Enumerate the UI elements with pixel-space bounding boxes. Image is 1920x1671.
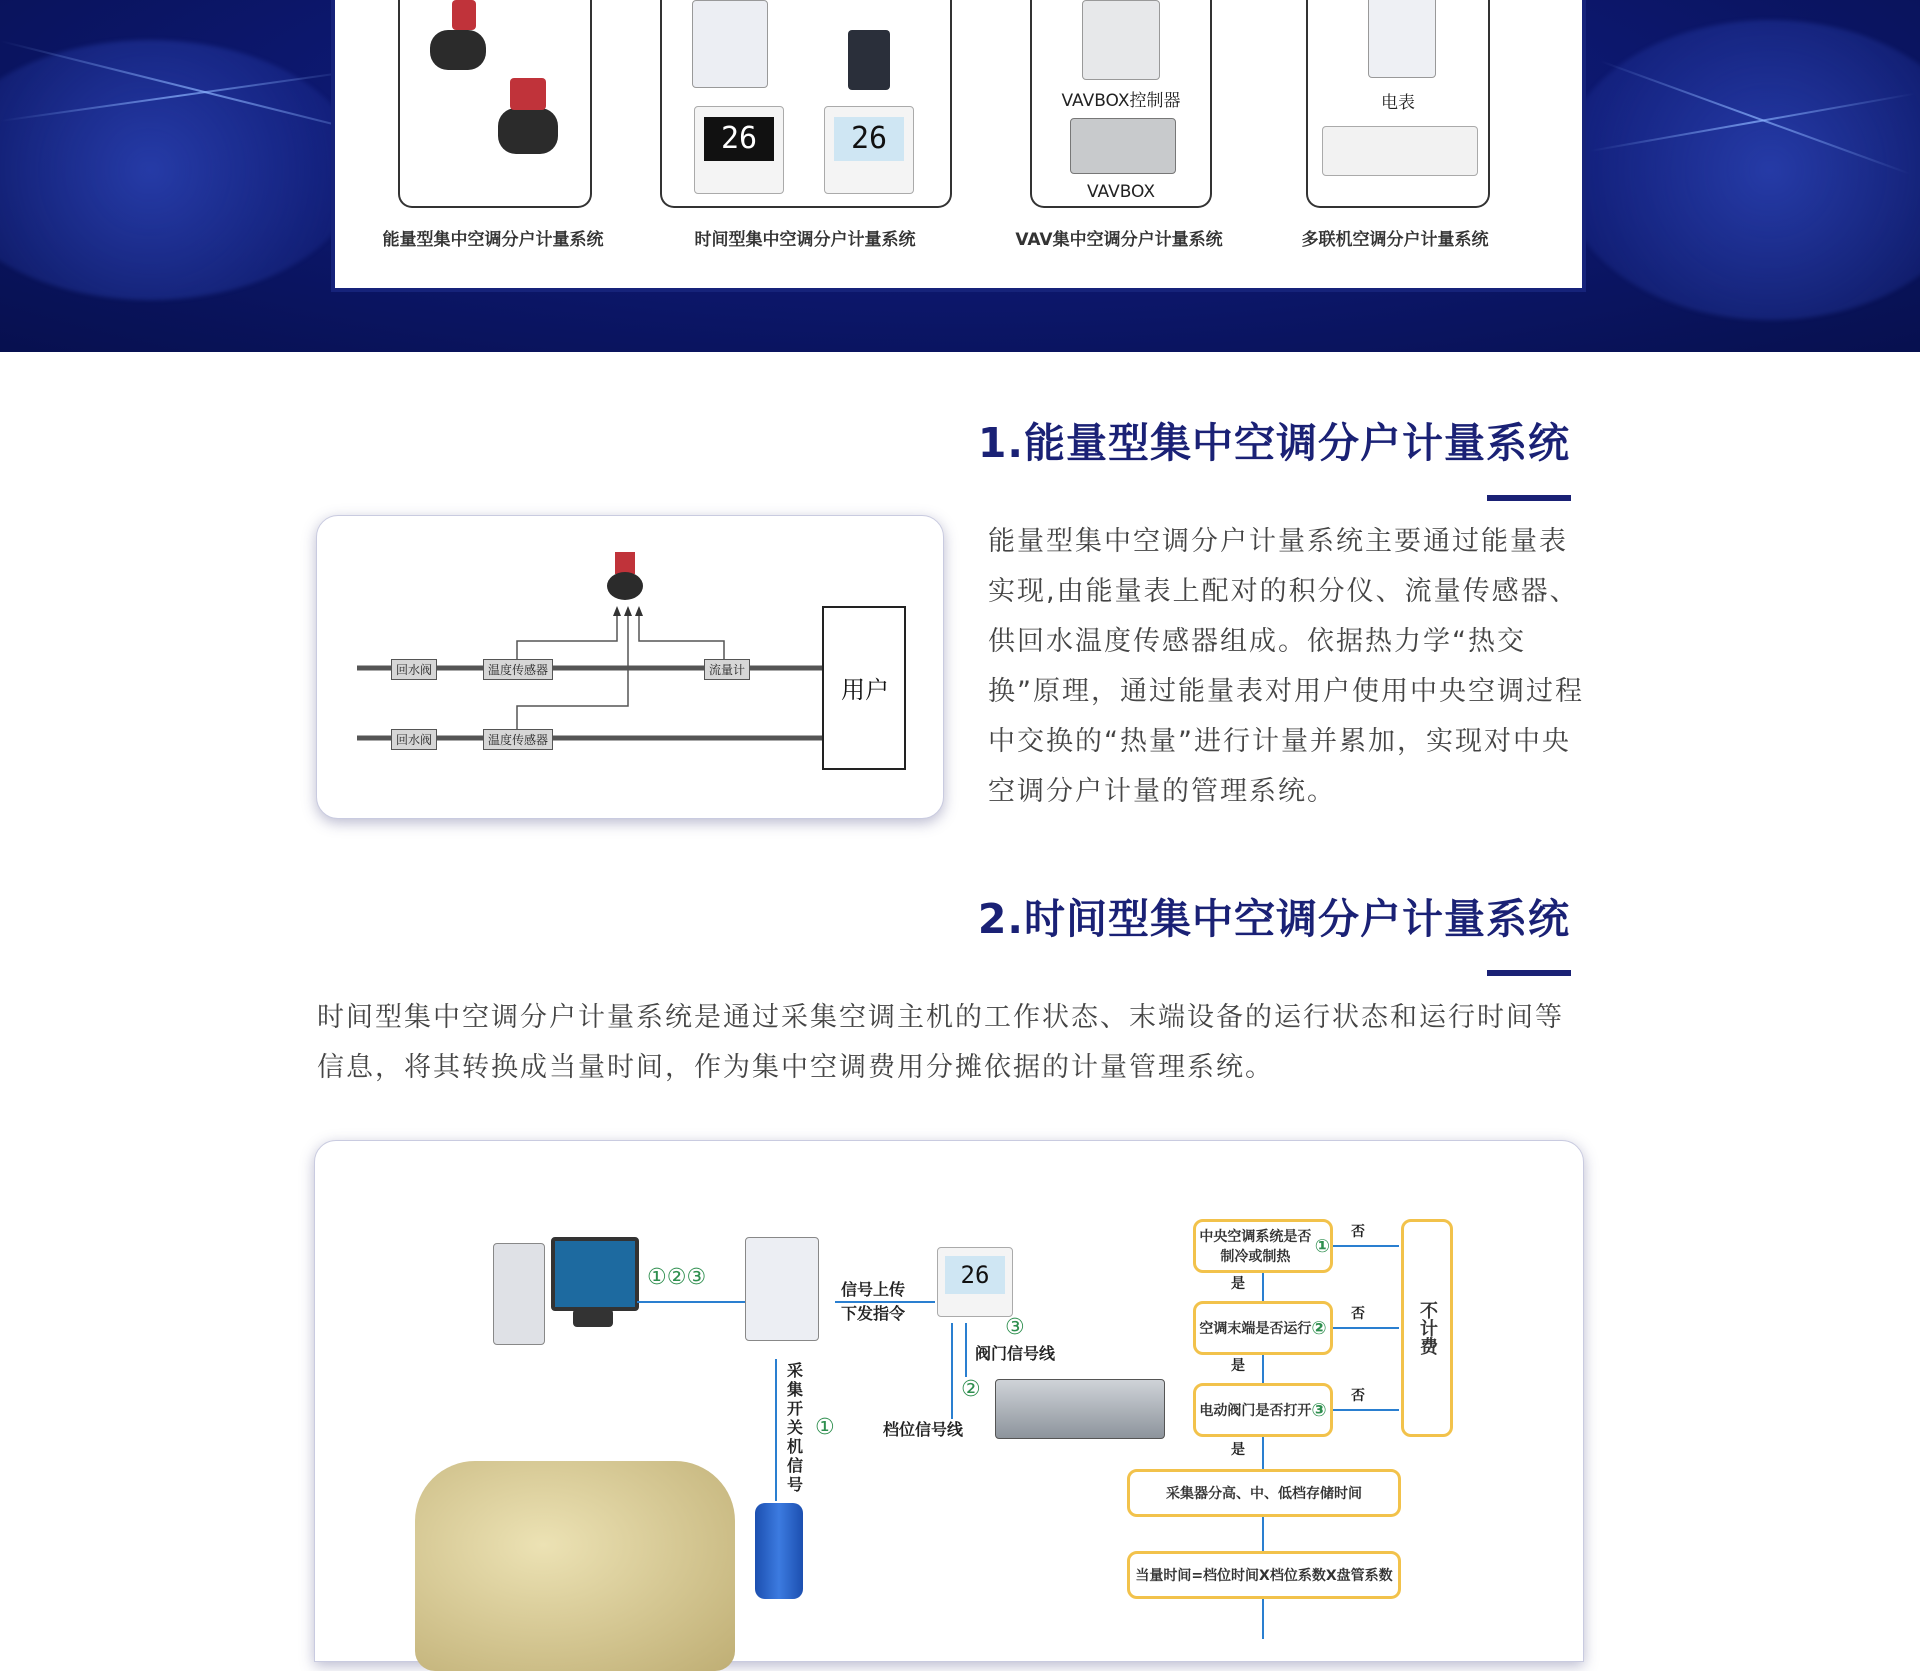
product-card-vav bbox=[1030, 0, 1212, 208]
collector-image bbox=[745, 1237, 819, 1341]
thermostat-display: 26 bbox=[834, 117, 904, 161]
signal-up-label: 信号上传 bbox=[841, 1280, 906, 1299]
arrow-no-3 bbox=[1333, 1409, 1399, 1411]
user-label: 用户 bbox=[841, 676, 889, 704]
pump-image bbox=[755, 1503, 803, 1599]
vavbox-label: VAVBOX bbox=[1086, 182, 1156, 202]
link-numbers: ①②③ bbox=[647, 1265, 707, 1290]
flow-step-1: 采集器分高、中、低档存储时间 bbox=[1127, 1469, 1401, 1517]
flow-step-2: 当量时间=档位时间X档位系数X盘管系数 bbox=[1127, 1551, 1401, 1599]
thermostat-white-image bbox=[824, 106, 914, 194]
wire bbox=[517, 616, 617, 660]
flow-question-1-text: 中央空调系统是否制冷或制热 bbox=[1199, 1229, 1312, 1265]
flow-question-2 bbox=[1193, 1301, 1333, 1355]
electric-meter-image bbox=[1368, 0, 1436, 78]
product-card-vrf bbox=[1306, 0, 1490, 208]
product-card-time bbox=[660, 0, 952, 208]
arrowhead bbox=[624, 606, 632, 616]
arrow-no-1 bbox=[1333, 1245, 1399, 1247]
arrow-yes-2 bbox=[1262, 1355, 1264, 1383]
arrow-step-next bbox=[1262, 1599, 1264, 1639]
energy-meter-image bbox=[498, 108, 558, 154]
valve-wire bbox=[965, 1323, 967, 1377]
chiller-image bbox=[415, 1461, 735, 1671]
arrow-yes-3 bbox=[1262, 1437, 1264, 1469]
thermostat-display: 26 bbox=[704, 117, 774, 161]
product-caption-time: 时间型集中空调分户计量系统 bbox=[694, 230, 916, 250]
temp-sensor-tag: 温度传感器 bbox=[483, 729, 553, 750]
thermostat-display: 26 bbox=[945, 1256, 1005, 1294]
gear-number: ② bbox=[961, 1377, 981, 1402]
electric-meter-label: 电表 bbox=[1381, 93, 1415, 113]
product-caption-vav: VAV集中空调分户计量系统 bbox=[1015, 230, 1223, 250]
section2-title: 2.时间型集中空调分户计量系统 bbox=[977, 895, 1570, 943]
valve-image bbox=[430, 30, 486, 70]
energy-meter-head-image bbox=[510, 78, 546, 110]
monitor-image bbox=[551, 1237, 639, 1311]
valve-signal-label: 阀门信号线 bbox=[975, 1344, 1056, 1363]
yes-label: 是 bbox=[1231, 1276, 1245, 1292]
flow-question-2-number: ② bbox=[1311, 1317, 1327, 1339]
arrowhead bbox=[613, 606, 621, 616]
flow-question-3 bbox=[1193, 1383, 1333, 1437]
energy-meter-body bbox=[607, 572, 643, 600]
no-label: 否 bbox=[1351, 1306, 1365, 1322]
vavbox-controller-image bbox=[1082, 0, 1160, 80]
valve-number: ③ bbox=[1005, 1315, 1025, 1340]
monitor-stand-image bbox=[573, 1309, 613, 1327]
product-panel bbox=[331, 0, 1586, 292]
thermostat-image bbox=[937, 1247, 1013, 1317]
collect-number: ① bbox=[815, 1415, 835, 1440]
flow-question-3-number: ③ bbox=[1311, 1399, 1327, 1421]
indoor-unit-image bbox=[1322, 126, 1478, 176]
gateway-image bbox=[848, 30, 890, 90]
arrow-to-pc bbox=[637, 1301, 749, 1303]
thermostat-black-image bbox=[694, 106, 784, 194]
no-charge-box: 不计费 bbox=[1401, 1219, 1453, 1437]
product-card-energy bbox=[398, 0, 592, 208]
time-diagram-card bbox=[314, 1140, 1584, 1662]
hero-banner bbox=[0, 0, 1920, 352]
arrow-down-collect bbox=[775, 1359, 777, 1501]
energy-meter-icon bbox=[615, 552, 635, 574]
command-down-label: 下发指令 bbox=[841, 1304, 906, 1323]
flow-question-3-text: 电动阀门是否打开 bbox=[1199, 1403, 1312, 1419]
section1-title-bar bbox=[1487, 495, 1571, 501]
pc-tower-image bbox=[493, 1243, 545, 1345]
section1-title: 1.能量型集中空调分户计量系统 bbox=[977, 419, 1570, 467]
arrow-yes-1 bbox=[1262, 1273, 1264, 1301]
valve-actuator-image bbox=[452, 0, 476, 30]
collector-image bbox=[692, 0, 768, 88]
temp-sensor-tag: 温度传感器 bbox=[483, 659, 553, 680]
return-valve-tag: 回水阀 bbox=[391, 729, 437, 750]
section2-title-bar bbox=[1487, 970, 1571, 976]
gear-signal-label: 档位信号线 bbox=[883, 1420, 964, 1439]
arrow-no-2 bbox=[1333, 1327, 1399, 1329]
collect-switch-label: 采集开关机信号 bbox=[787, 1361, 804, 1494]
wire bbox=[639, 616, 724, 660]
flow-meter-tag: 流量计 bbox=[704, 659, 750, 680]
arrow-step bbox=[1262, 1517, 1264, 1551]
flow-question-1-number: ① bbox=[1314, 1235, 1330, 1257]
flow-question-1 bbox=[1193, 1219, 1333, 1273]
section1-body: 能量型集中空调分户计量系统主要通过能量表实现,由能量表上配对的积分仪、流量传感器、供回水温度传感器组成。依据热力学“热交换”原理，通过能量表对用户使用中央空调过程中交换的“热量”进行计量并累加，实现对中央空调分户计量的管理系统。 bbox=[988, 526, 1584, 807]
energy-diagram-card bbox=[316, 515, 944, 819]
product-caption-vrf: 多联机空调分户计量系统 bbox=[1301, 230, 1489, 250]
section2-body: 时间型集中空调分户计量系统是通过采集空调主机的工作状态、末端设备的运行状态和运行时间等信息，将其转换成当量时间，作为集中空调费用分摊依据的计量管理系统。 bbox=[317, 1002, 1564, 1083]
gear-wire bbox=[951, 1323, 953, 1419]
yes-label: 是 bbox=[1231, 1442, 1245, 1458]
flow-question-2-text: 空调末端是否运行 bbox=[1199, 1321, 1312, 1337]
return-valve-tag: 回水阀 bbox=[391, 659, 437, 680]
fan-coil-image bbox=[995, 1379, 1165, 1439]
vavbox-image bbox=[1070, 118, 1176, 174]
arrowhead bbox=[635, 606, 643, 616]
yes-label: 是 bbox=[1231, 1358, 1245, 1374]
no-label: 否 bbox=[1351, 1224, 1365, 1240]
vavbox-controller-label: VAVBOX控制器 bbox=[1061, 91, 1181, 111]
no-label: 否 bbox=[1351, 1388, 1365, 1404]
product-caption-energy: 能量型集中空调分户计量系统 bbox=[382, 230, 604, 250]
